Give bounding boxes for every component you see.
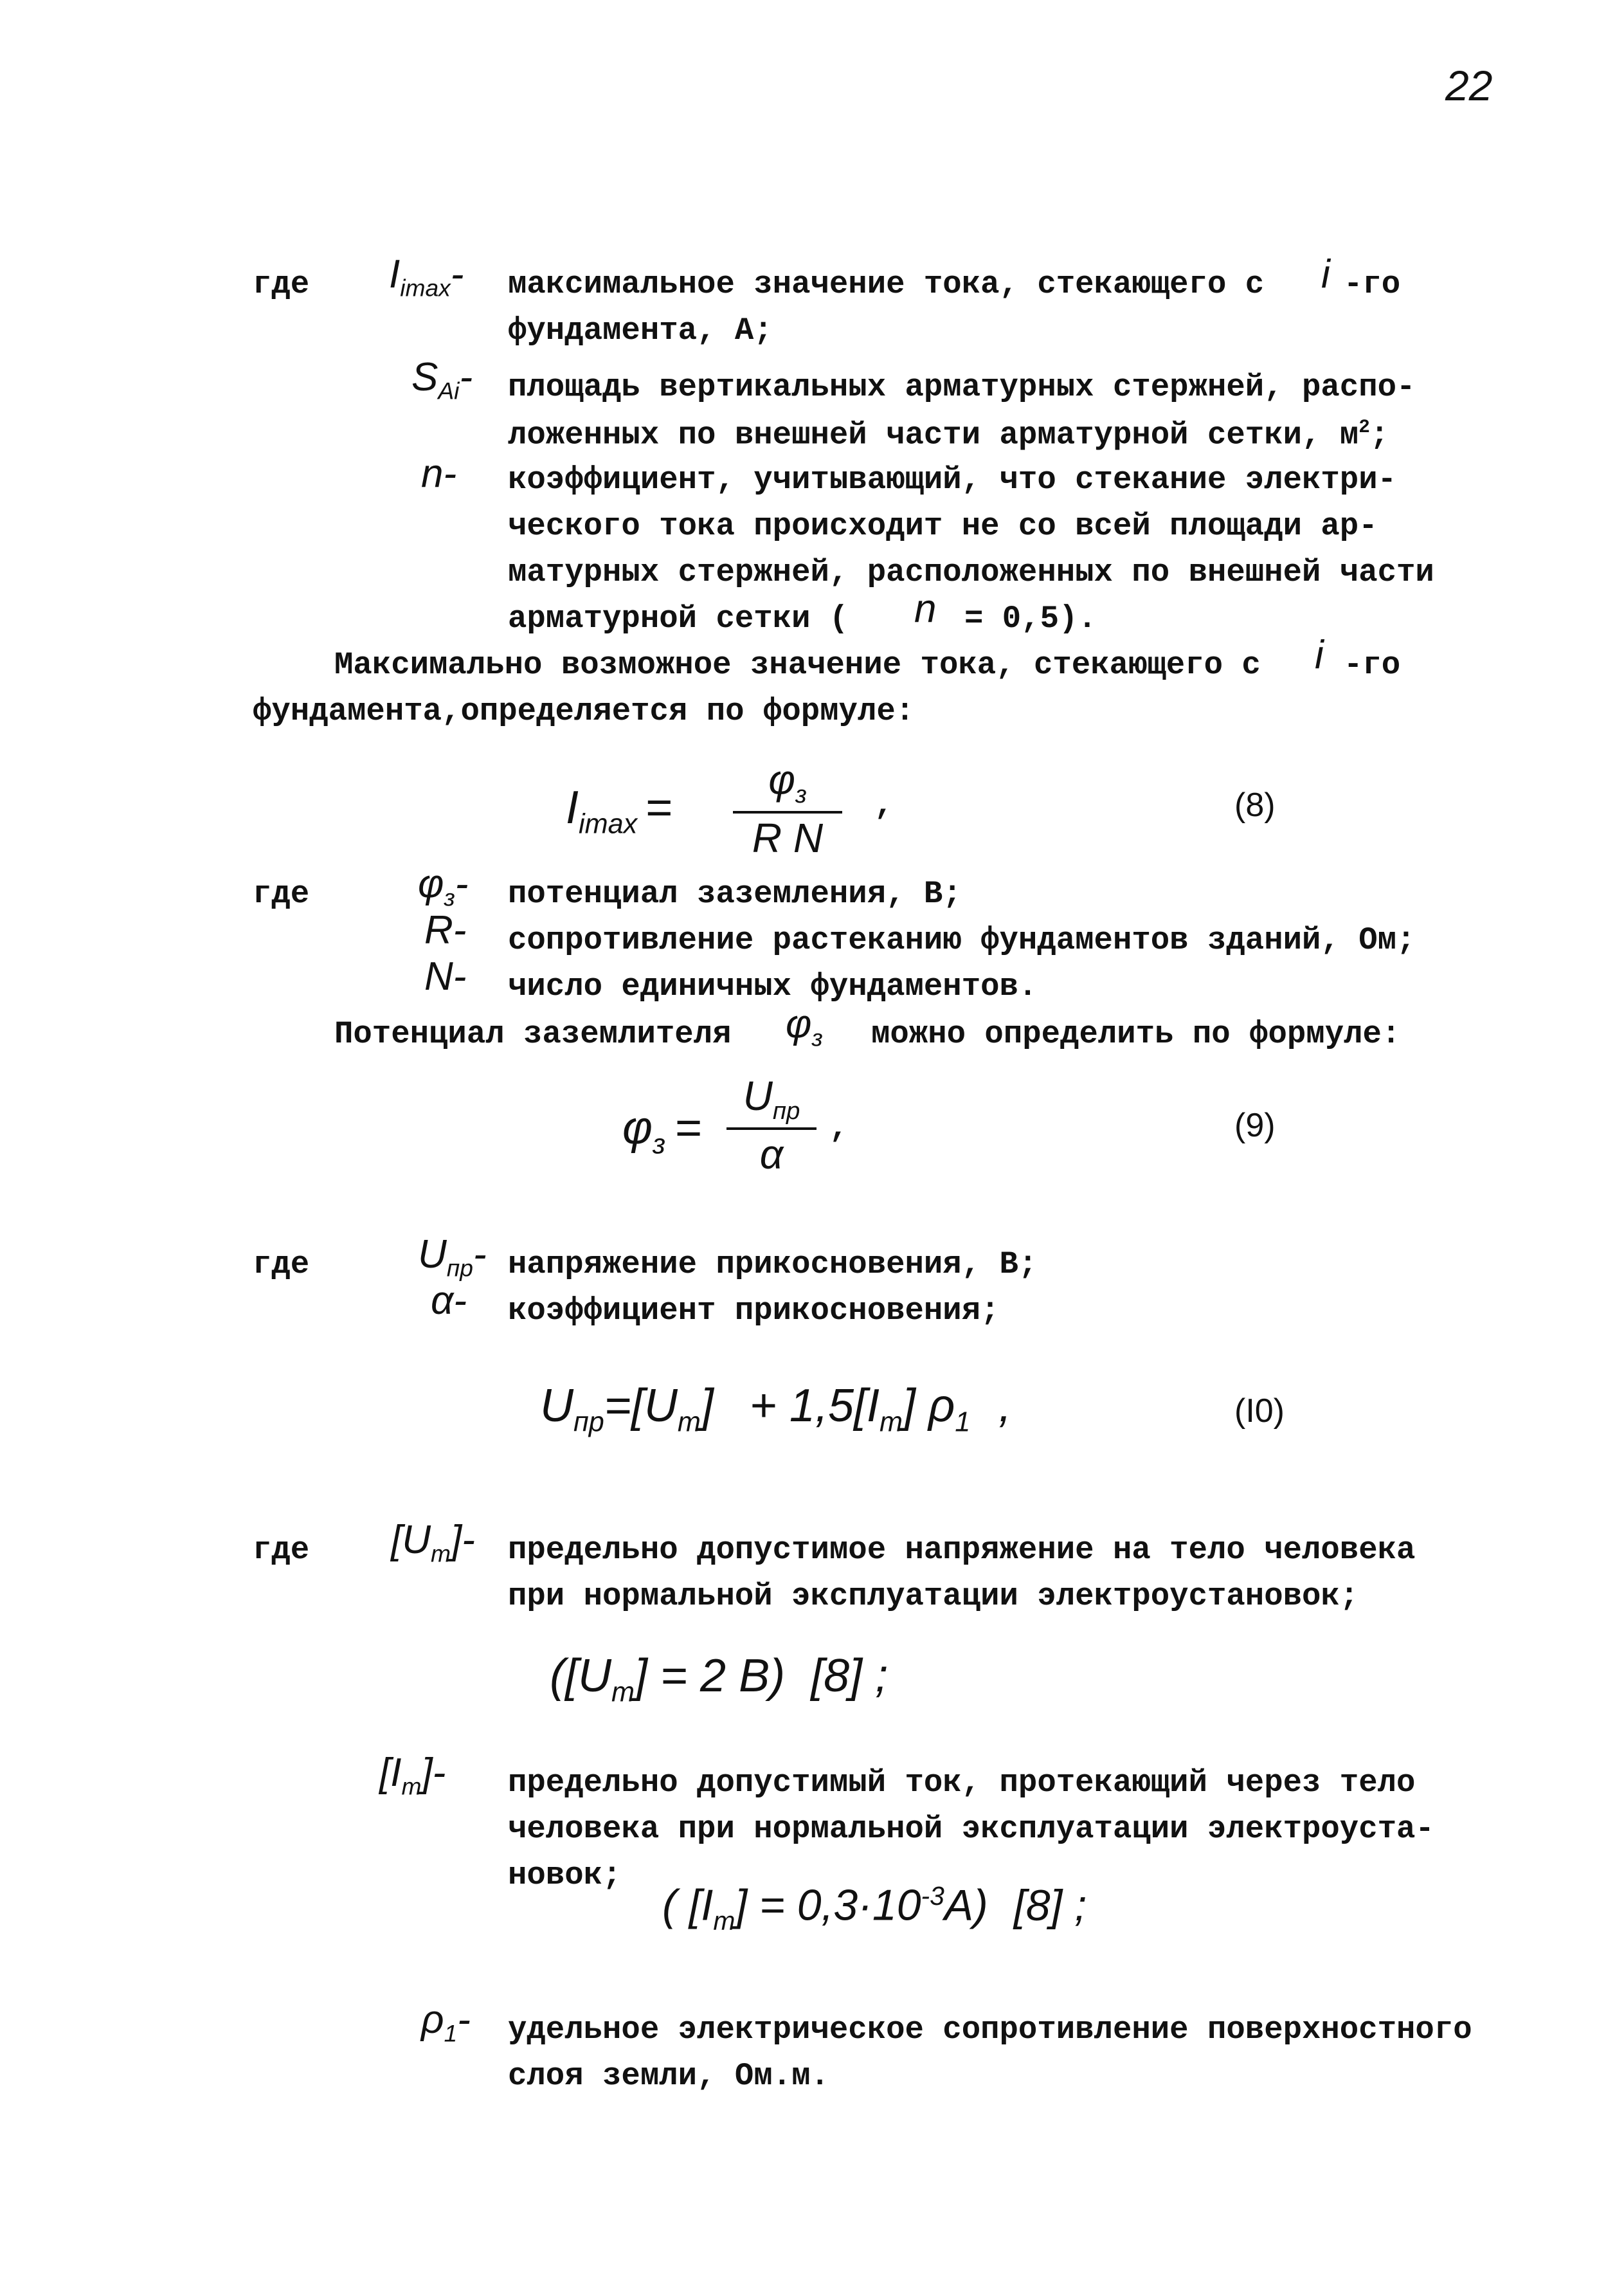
fraction-denominator: R N [752, 815, 824, 862]
definition-line: человека при нормальной эксплуатации электроуста- [508, 1811, 1434, 1847]
definition-line: коэффициент прикосновения; [508, 1293, 1000, 1329]
definition-line: максимальное значение тока, стекающего с [508, 266, 1265, 302]
definition-line: слоя земли, Ом.м. [508, 2058, 829, 2094]
fraction-bar [733, 811, 842, 814]
symbol-n-count: N- [424, 954, 467, 999]
paragraph-text: фундамента,определяется по формуле: [253, 693, 915, 729]
definition-line: удельное электрическое сопротивление поверхностного [508, 2012, 1472, 2048]
where-label: где [253, 1532, 310, 1568]
formula-8-label: (8) [1234, 787, 1276, 824]
paragraph-text: можно определить по формуле: [871, 1016, 1401, 1052]
formula-9-fraction [726, 1073, 817, 1178]
where-label: где [253, 1246, 310, 1282]
symbol-s-ai: $S_{Ai}-$ [411, 355, 473, 405]
definition-line: предельно допустимый ток, протекающий через тело [508, 1765, 1416, 1801]
paragraph-text: Потенциал заземлителя [334, 1016, 732, 1052]
formula-10: $U_{пр}=[U_т] + 1,5[I_т]$ $\rho_1$ , [540, 1380, 1012, 1438]
formula-9-lhs: $\varphi_з$ = [622, 1102, 702, 1160]
paragraph-text: Максимально возможное значение тока, стекающего с [334, 647, 1261, 683]
definition-line: число единичных фундаментов. [508, 969, 1038, 1005]
symbol-i: i [1315, 633, 1324, 677]
formula-10-label: (I0) [1234, 1392, 1285, 1430]
definition-line: арматурной сетки ( [508, 601, 849, 637]
definition-line: предельно допустимое напряжение на тело человека [508, 1532, 1416, 1568]
symbol-phi-z: $\varphi_з-$ [418, 862, 469, 911]
definition-line: фундамента, А; [508, 313, 773, 349]
definition-line: = 0,5). [964, 601, 1097, 637]
symbol-i-max: $I_{imax}-$ [389, 252, 464, 302]
definition-line: коэффициент, учитывающий, что стекание электри- [508, 462, 1397, 498]
definition-line: матурных стержней, расположенных по внешней части [508, 554, 1434, 590]
fraction-numerator: $U_{пр}$ [743, 1073, 800, 1125]
reference-i-t: ( $[I_т] = 0,3\cdot 10^{-3}А$) [8] ; [662, 1880, 1087, 1936]
symbol-phi-z: $\varphi_з$ [786, 1002, 823, 1051]
symbol-u-t: $[U_т]-$ [391, 1518, 475, 1567]
definition-line: напряжение прикосновения, В; [508, 1246, 1038, 1282]
paragraph-suffix: -го [1344, 647, 1401, 683]
fraction-numerator: $\varphi_з$ [768, 756, 807, 808]
definition-line: новок; [508, 1857, 622, 1893]
definition-line: ложенных по внешней части арматурной сетки, $м^2$; [508, 417, 1389, 453]
symbol-i-t: $[I_т]-$ [379, 1751, 446, 1800]
where-label: где [253, 266, 310, 302]
symbol-alpha: α- [431, 1278, 467, 1323]
symbol-u-pr: $U_{пр}-$ [418, 1232, 487, 1282]
reference-u-t: ($[U_т] = 2$ В) [8] ; [550, 1650, 889, 1708]
fraction-denominator: α [759, 1131, 784, 1178]
definition-line: площадь вертикальных арматурных стержней, распо- [508, 369, 1416, 405]
definition-line: при нормальной эксплуатации электроустановок; [508, 1578, 1359, 1614]
symbol-rho-1: $\rho_1-$ [421, 1997, 471, 2047]
definition-suffix: -го [1344, 266, 1401, 302]
where-label: где [253, 876, 310, 912]
formula-9-label: (9) [1234, 1107, 1276, 1144]
symbol-i: i [1321, 252, 1330, 296]
fraction-bar [726, 1127, 817, 1130]
formula-8-lhs: $I_{imax}$ = [566, 782, 672, 840]
symbol-r: R- [424, 908, 467, 952]
definition-line: потенциал заземления, В; [508, 876, 962, 912]
formula-9-comma: , [829, 1110, 849, 1146]
symbol-n: n- [421, 451, 457, 496]
formula-8-comma: , [874, 787, 894, 823]
symbol-n-inline: n [914, 587, 937, 631]
definition-line: сопротивление растеканию фундаментов зданий, Ом; [508, 922, 1416, 958]
formula-8-fraction [733, 756, 842, 862]
page-number: 22 [1445, 62, 1493, 109]
definition-line: ческого тока происходит не со всей площади ар- [508, 508, 1378, 544]
